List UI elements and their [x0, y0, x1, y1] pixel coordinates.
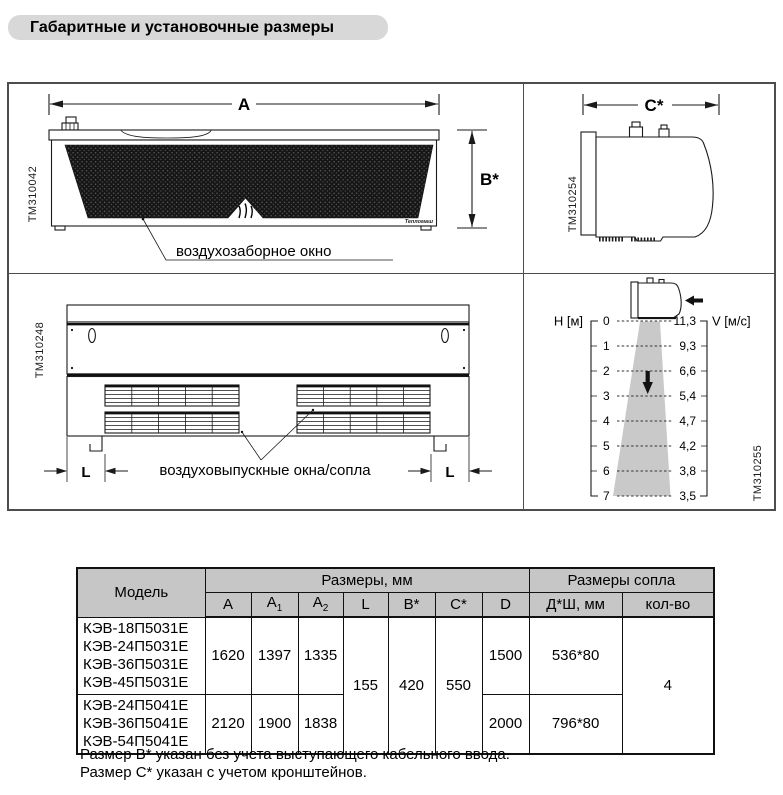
- air-jet-cone: [613, 322, 671, 497]
- col-header-a: A: [205, 592, 251, 617]
- v-tick: 6,6: [679, 364, 696, 378]
- dimension-c: [583, 94, 719, 115]
- col-group-sizes: Размеры, мм: [205, 568, 529, 592]
- h-tick: 3: [603, 389, 610, 403]
- drawing-code-side: ТМ310254: [567, 175, 579, 233]
- h-tick: 2: [603, 364, 610, 378]
- foot-bracket-right: [434, 436, 446, 451]
- cell-d-group2: 2000: [482, 694, 529, 754]
- airflow-quadrant: [524, 274, 776, 511]
- dim-b-label: B*: [480, 170, 499, 189]
- side-view-quadrant: [524, 84, 776, 273]
- cell-l-shared: 155: [343, 617, 388, 754]
- cell-a2-group2: 1838: [298, 694, 343, 754]
- cell-a2-group1: 1335: [298, 617, 343, 694]
- col-header-l: L: [343, 592, 388, 617]
- dim-l-right-label: L: [445, 464, 455, 481]
- h-tick: 0: [603, 314, 610, 328]
- table-row-group1: [77, 617, 714, 694]
- bottom-view-quadrant: [9, 274, 523, 511]
- model-name: КЭВ-24П5041Е: [83, 696, 189, 714]
- v-tick: 9,3: [679, 339, 696, 353]
- cell-nozzle-group1: 536*80: [529, 617, 622, 694]
- col-header-nozzle-count: кол-во: [622, 592, 714, 617]
- v-axis-label: V [м/с]: [712, 313, 751, 329]
- h-tick: 4: [603, 414, 610, 428]
- page-title-text: Габаритные и установочные размеры: [30, 18, 335, 36]
- col-header-a1: $A_1$: [251, 592, 298, 617]
- dim-a-label: A: [237, 95, 251, 114]
- cell-a1-group2: 1900: [251, 694, 298, 754]
- col-header-d: D: [482, 592, 529, 617]
- front-view-drawing: [9, 84, 523, 273]
- col-header-nozzle-dims: Д*Ш, мм: [529, 592, 622, 617]
- model-name: КЭВ-24П5031Е: [83, 637, 189, 655]
- cell-nozzle-group2: 796*80: [529, 694, 622, 754]
- model-name: КЭВ-18П5031Е: [83, 619, 189, 637]
- v-tick: 3,8: [679, 464, 696, 478]
- h-axis: [554, 314, 610, 504]
- drawing-code-airflow: ТМ310255: [752, 444, 764, 502]
- col-header-model: Модель: [77, 568, 205, 617]
- model-list-group1: [77, 617, 205, 694]
- outlet-grille: [297, 412, 430, 433]
- col-group-nozzle: Размеры сопла: [529, 568, 714, 592]
- side-unit-body: [596, 137, 713, 241]
- side-view-drawing: [524, 84, 776, 273]
- mounting-bracket: [581, 132, 596, 235]
- h-tick: 6: [603, 464, 610, 478]
- col-header-b: B*: [388, 592, 435, 617]
- side-cable-glands: [630, 122, 670, 137]
- dim-c-label: C*: [644, 96, 664, 115]
- model-name: КЭВ-54П5041Е: [83, 732, 189, 750]
- h-tick: 5: [603, 439, 610, 453]
- v-tick: 5,4: [679, 389, 696, 403]
- intake-callout-text: воздухозаборное окно: [176, 243, 332, 260]
- brand-logo-text: Тепломаш: [404, 219, 433, 225]
- v-tick: 4,7: [679, 414, 696, 428]
- bottom-view-drawing: [9, 274, 523, 511]
- v-tick: 3,5: [679, 489, 696, 503]
- v-axis: [674, 314, 751, 504]
- unit-silhouette: [631, 278, 681, 318]
- dimensions-table-wrap: [76, 567, 715, 755]
- dimensions-table: [76, 567, 715, 755]
- dimension-a: [49, 94, 439, 115]
- col-header-c: C*: [435, 592, 482, 617]
- cell-a-group1: 1620: [205, 617, 251, 694]
- footnote-b: Размер B* указан без учета выступающего кабельного ввода.: [80, 746, 510, 763]
- outlet-grille: [105, 412, 239, 433]
- cell-c-shared: 550: [435, 617, 482, 754]
- model-name: КЭВ-45П5031Е: [83, 673, 189, 691]
- col-header-a2: $A_2$: [298, 592, 343, 617]
- dimension-l-left: [44, 437, 128, 482]
- cell-count-shared: 4: [622, 617, 714, 754]
- dim-l-left-label: L: [81, 464, 91, 481]
- outlet-callout-text: воздуховыпускные окна/сопла: [159, 462, 371, 479]
- v-tick: 4,2: [679, 439, 696, 453]
- intake-arrow-icon: [685, 296, 703, 306]
- drawings-panel: [7, 82, 776, 511]
- model-name: КЭВ-36П5031Е: [83, 655, 189, 673]
- outlet-grille: [105, 385, 239, 406]
- drawing-code-bottom: ТМ310248: [34, 321, 46, 379]
- model-name: КЭВ-36П5041Е: [83, 714, 189, 732]
- front-view-quadrant: [9, 84, 523, 273]
- v-tick: 11,3: [673, 314, 696, 328]
- cell-a1-group1: 1397: [251, 617, 298, 694]
- cell-b-shared: 420: [388, 617, 435, 754]
- model-list-group2: [77, 694, 205, 754]
- airflow-diagram: [524, 274, 776, 511]
- h-tick: 7: [603, 489, 610, 503]
- foot-bracket-left: [90, 436, 102, 451]
- outlet-grille: [297, 385, 430, 406]
- dimension-l-right: [408, 437, 492, 482]
- h-axis-label: H [м]: [553, 313, 583, 329]
- h-tick: 1: [603, 339, 610, 353]
- drawing-code-front: ТМ310042: [27, 165, 39, 223]
- page-title: [8, 15, 388, 40]
- cell-d-group1: 1500: [482, 617, 529, 694]
- footnote-c: Размер C* указан с учетом кронштейнов.: [80, 764, 367, 781]
- cell-a-group2: 2120: [205, 694, 251, 754]
- dimension-b: [457, 130, 499, 228]
- cable-gland: [62, 117, 78, 130]
